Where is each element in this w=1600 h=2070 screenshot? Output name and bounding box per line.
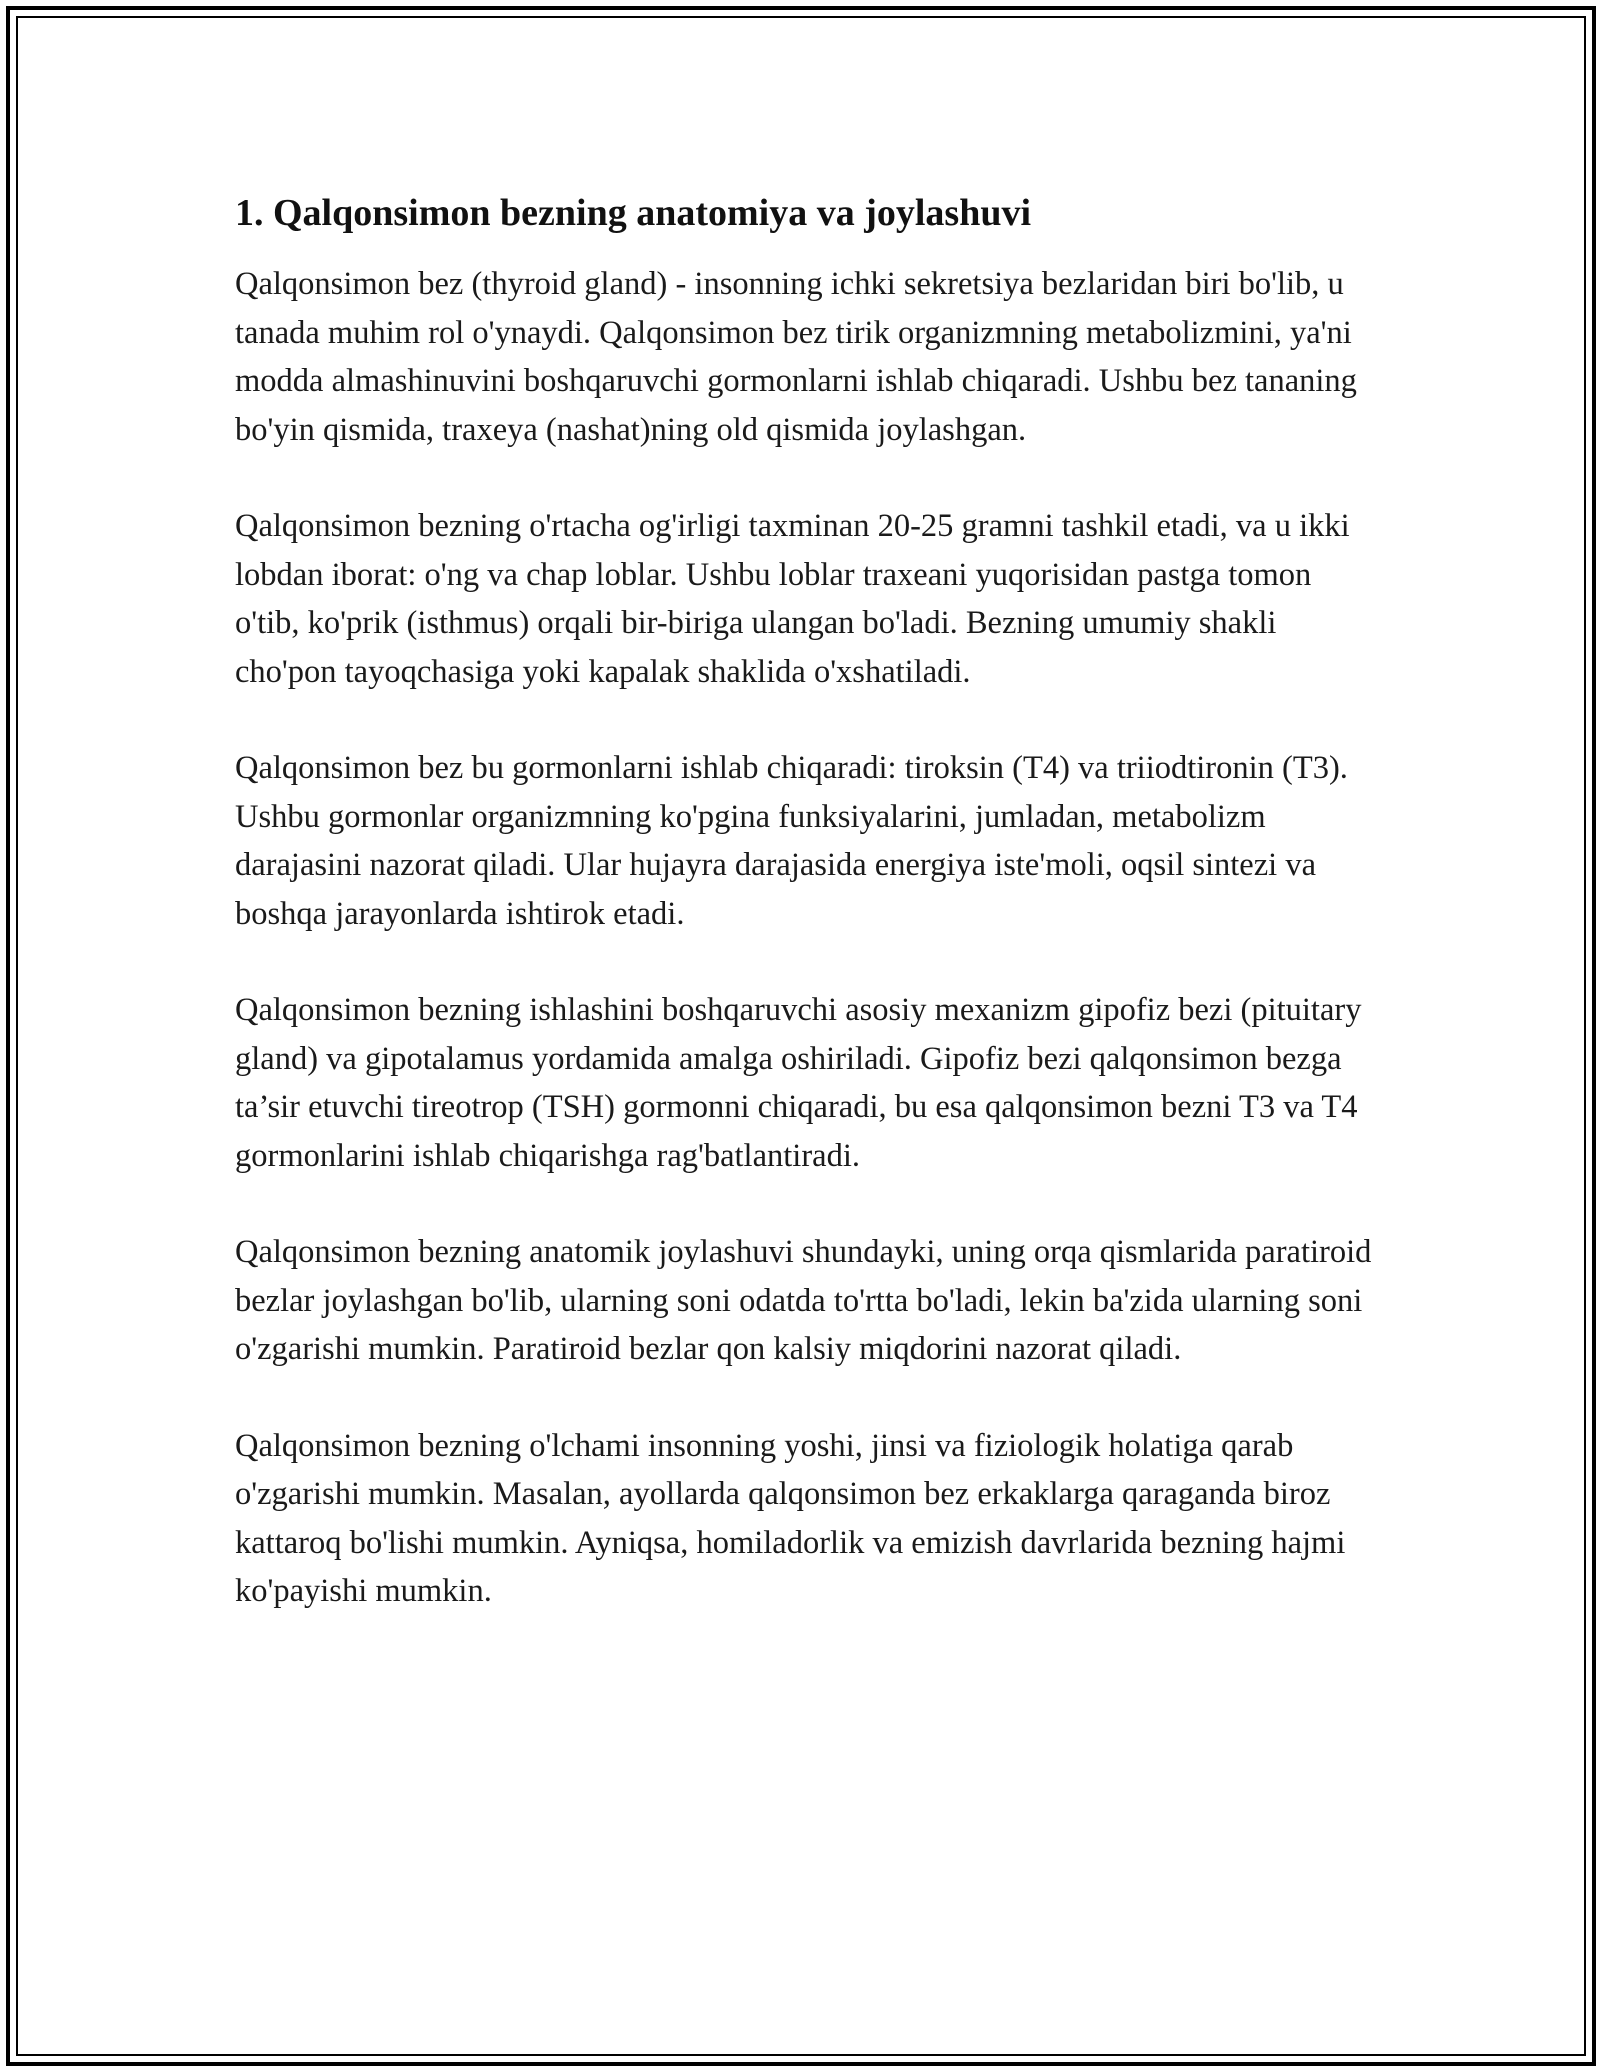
paragraph-1: Qalqonsimon bez (thyroid gland) - insonning ichki sekretsiya bezlaridan biri bo'lib, u tanada muhim rol o'ynaydi. Qalqonsimon bez tirik organizmning metabolizmini, ya'ni modda almashinuvini boshqaruvchi gormonlarni ishlab chiqaradi. Ushbu bez tananing bo'yin qismida, traxeya (nashat)ning old qismida joylashgan.	[235, 266, 1357, 448]
paragraph-5: Qalqonsimon bezning anatomik joylashuvi shundayki, uning orqa qismlarida paratiroid bezlar joylashgan bo'lib, ularning soni odatda to'rtta bo'ladi, lekin ba'zida ularning soni o'zgarishi mumkin. Paratiroid bezlar qon kalsiy miqdorini nazorat qiladi.	[235, 1234, 1372, 1367]
paragraph-2: Qalqonsimon bezning o'rtacha og'irligi taxminan 20-25 gramni tashkil etadi, va u ikki lobdan iborat: o'ng va chap loblar. Ushbu loblar traxeani yuqorisidan pastga tomon o'tib, ko'prik (isthmus) orqali bir-biriga ulangan bo'ladi. Bezning umumiy shakli cho'pon tayoqchasiga yoki kapalak shaklida o'xshatiladi.	[235, 508, 1350, 690]
paragraph-6: Qalqonsimon bezning o'lchami insonning yoshi, jinsi va fiziologik holatiga qarab o'zgarishi mumkin. Masalan, ayollarda qalqonsimon bez erkaklarga qaraganda biroz kattaroq bo'lishi mumkin. Ayniqsa, homiladorlik va emizish davrlarida bezning hajmi ko'payishi mumkin.	[235, 1427, 1346, 1609]
paragraph-4: Qalqonsimon bezning ishlashini boshqaruvchi asosiy mexanizm gipofiz bezi (pituitary gland) va gipotalamus yordamida amalga oshiriladi. Gipofiz bezi qalqonsimon bezga ta’sir etuvchi tireotrop (TSH) gormonni chiqaradi, bu esa qalqonsimon bezni T3 va T4 gormonlarini ishlab chiqarishga rag'batlantiradi.	[235, 992, 1362, 1174]
paragraph-3: Qalqonsimon bez bu gormonlarni ishlab chiqaradi: tiroksin (T4) va triiodtironin (T3). Ushbu gormonlar organizmning ko'pgina funksiyalarini, jumladan, metabolizm darajasini nazorat qiladi. Ular hujayra darajasida energiya iste'moli, oqsil sintezi va boshqa jarayonlarda ishtirok etadi.	[235, 750, 1348, 932]
document-body	[235, 188, 1375, 1664]
section-heading: 1. Qalqonsimon bezning anatomiya va joylashuvi	[235, 192, 1032, 234]
